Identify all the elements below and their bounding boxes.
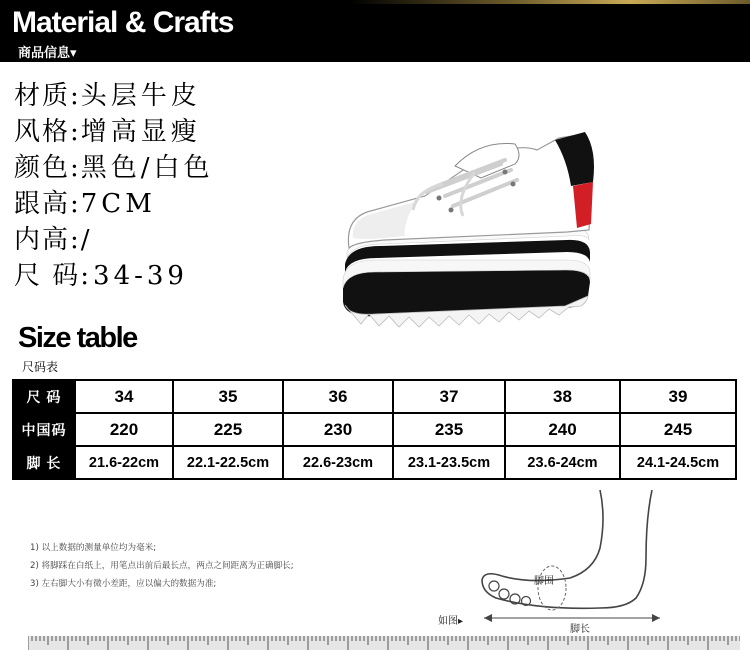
table-cell: 23.1-23.5cm [393,446,505,479]
brand-title: Material & Crafts [12,6,234,39]
row-header: 脚 长 [13,446,75,479]
ruler-graphic [28,632,740,654]
attribute-heel-height [14,186,214,222]
attribute-value: 7CM [80,189,156,219]
note-line: 2) 将脚踩在白纸上，用笔点出前后最长点，两点之间距离为正确脚长; [30,561,294,571]
sneaker-image [305,120,605,340]
table-cell: 39 [620,380,736,413]
size-row-foot-length [13,446,736,479]
note-line: 3) 左右脚大小有微小差距，应以偏大的数据为准; [30,579,217,589]
attribute-material [14,78,214,114]
row-header: 尺 码 [13,380,75,413]
size-table [12,379,737,480]
view-label: 如图▸ [438,616,464,627]
header-accent-stripe [350,0,750,4]
table-cell: 24.1-24.5cm [620,446,736,479]
table-cell: 21.6-22cm [75,446,173,479]
table-cell: 235 [393,413,505,446]
attribute-value: 头层牛皮 [80,81,201,111]
attribute-key: 尺 码 [14,261,81,291]
table-cell: 240 [505,413,620,446]
size-row-euro [13,380,736,413]
brand-subtitle: 商品信息▾ [18,46,77,61]
girth-label: 脚围 [534,576,554,587]
attribute-style [14,114,214,150]
table-cell: 38 [505,380,620,413]
table-cell: 37 [393,380,505,413]
measurement-notes [30,539,294,593]
table-cell: 220 [75,413,173,446]
table-cell: 35 [173,380,283,413]
attribute-value: 增高显瘦 [80,117,201,147]
length-label: 脚长 [570,624,590,635]
note-line: 1) 以上数据的测量单位均为毫米; [30,543,157,553]
row-header: 中国码 [13,413,75,446]
attribute-key: 内高: [14,225,81,255]
table-cell: 36 [283,380,393,413]
table-cell: 22.1-22.5cm [173,446,283,479]
foot-diagram [420,488,720,638]
table-cell: 225 [173,413,283,446]
attribute-key: 风格: [14,117,81,147]
table-cell: 34 [75,380,173,413]
attribute-key: 颜色: [14,153,81,183]
attribute-value: 黑色/白色 [80,153,214,183]
table-cell: 22.6-23cm [283,446,393,479]
table-cell: 230 [283,413,393,446]
size-table-subtitle: 尺码表 [22,360,59,374]
attribute-key: 跟高: [14,189,81,219]
size-row-china [13,413,736,446]
header-bar [0,0,750,62]
attribute-inner-height [14,222,214,258]
attribute-key: 材质: [14,81,81,111]
attribute-color [14,150,214,186]
table-cell: 245 [620,413,736,446]
attribute-value: :34-39 [80,261,188,291]
attribute-list [14,78,214,294]
attribute-size [14,258,214,294]
table-cell: 23.6-24cm [505,446,620,479]
attribute-value: / [80,225,94,255]
size-table-title: Size table [18,322,137,354]
